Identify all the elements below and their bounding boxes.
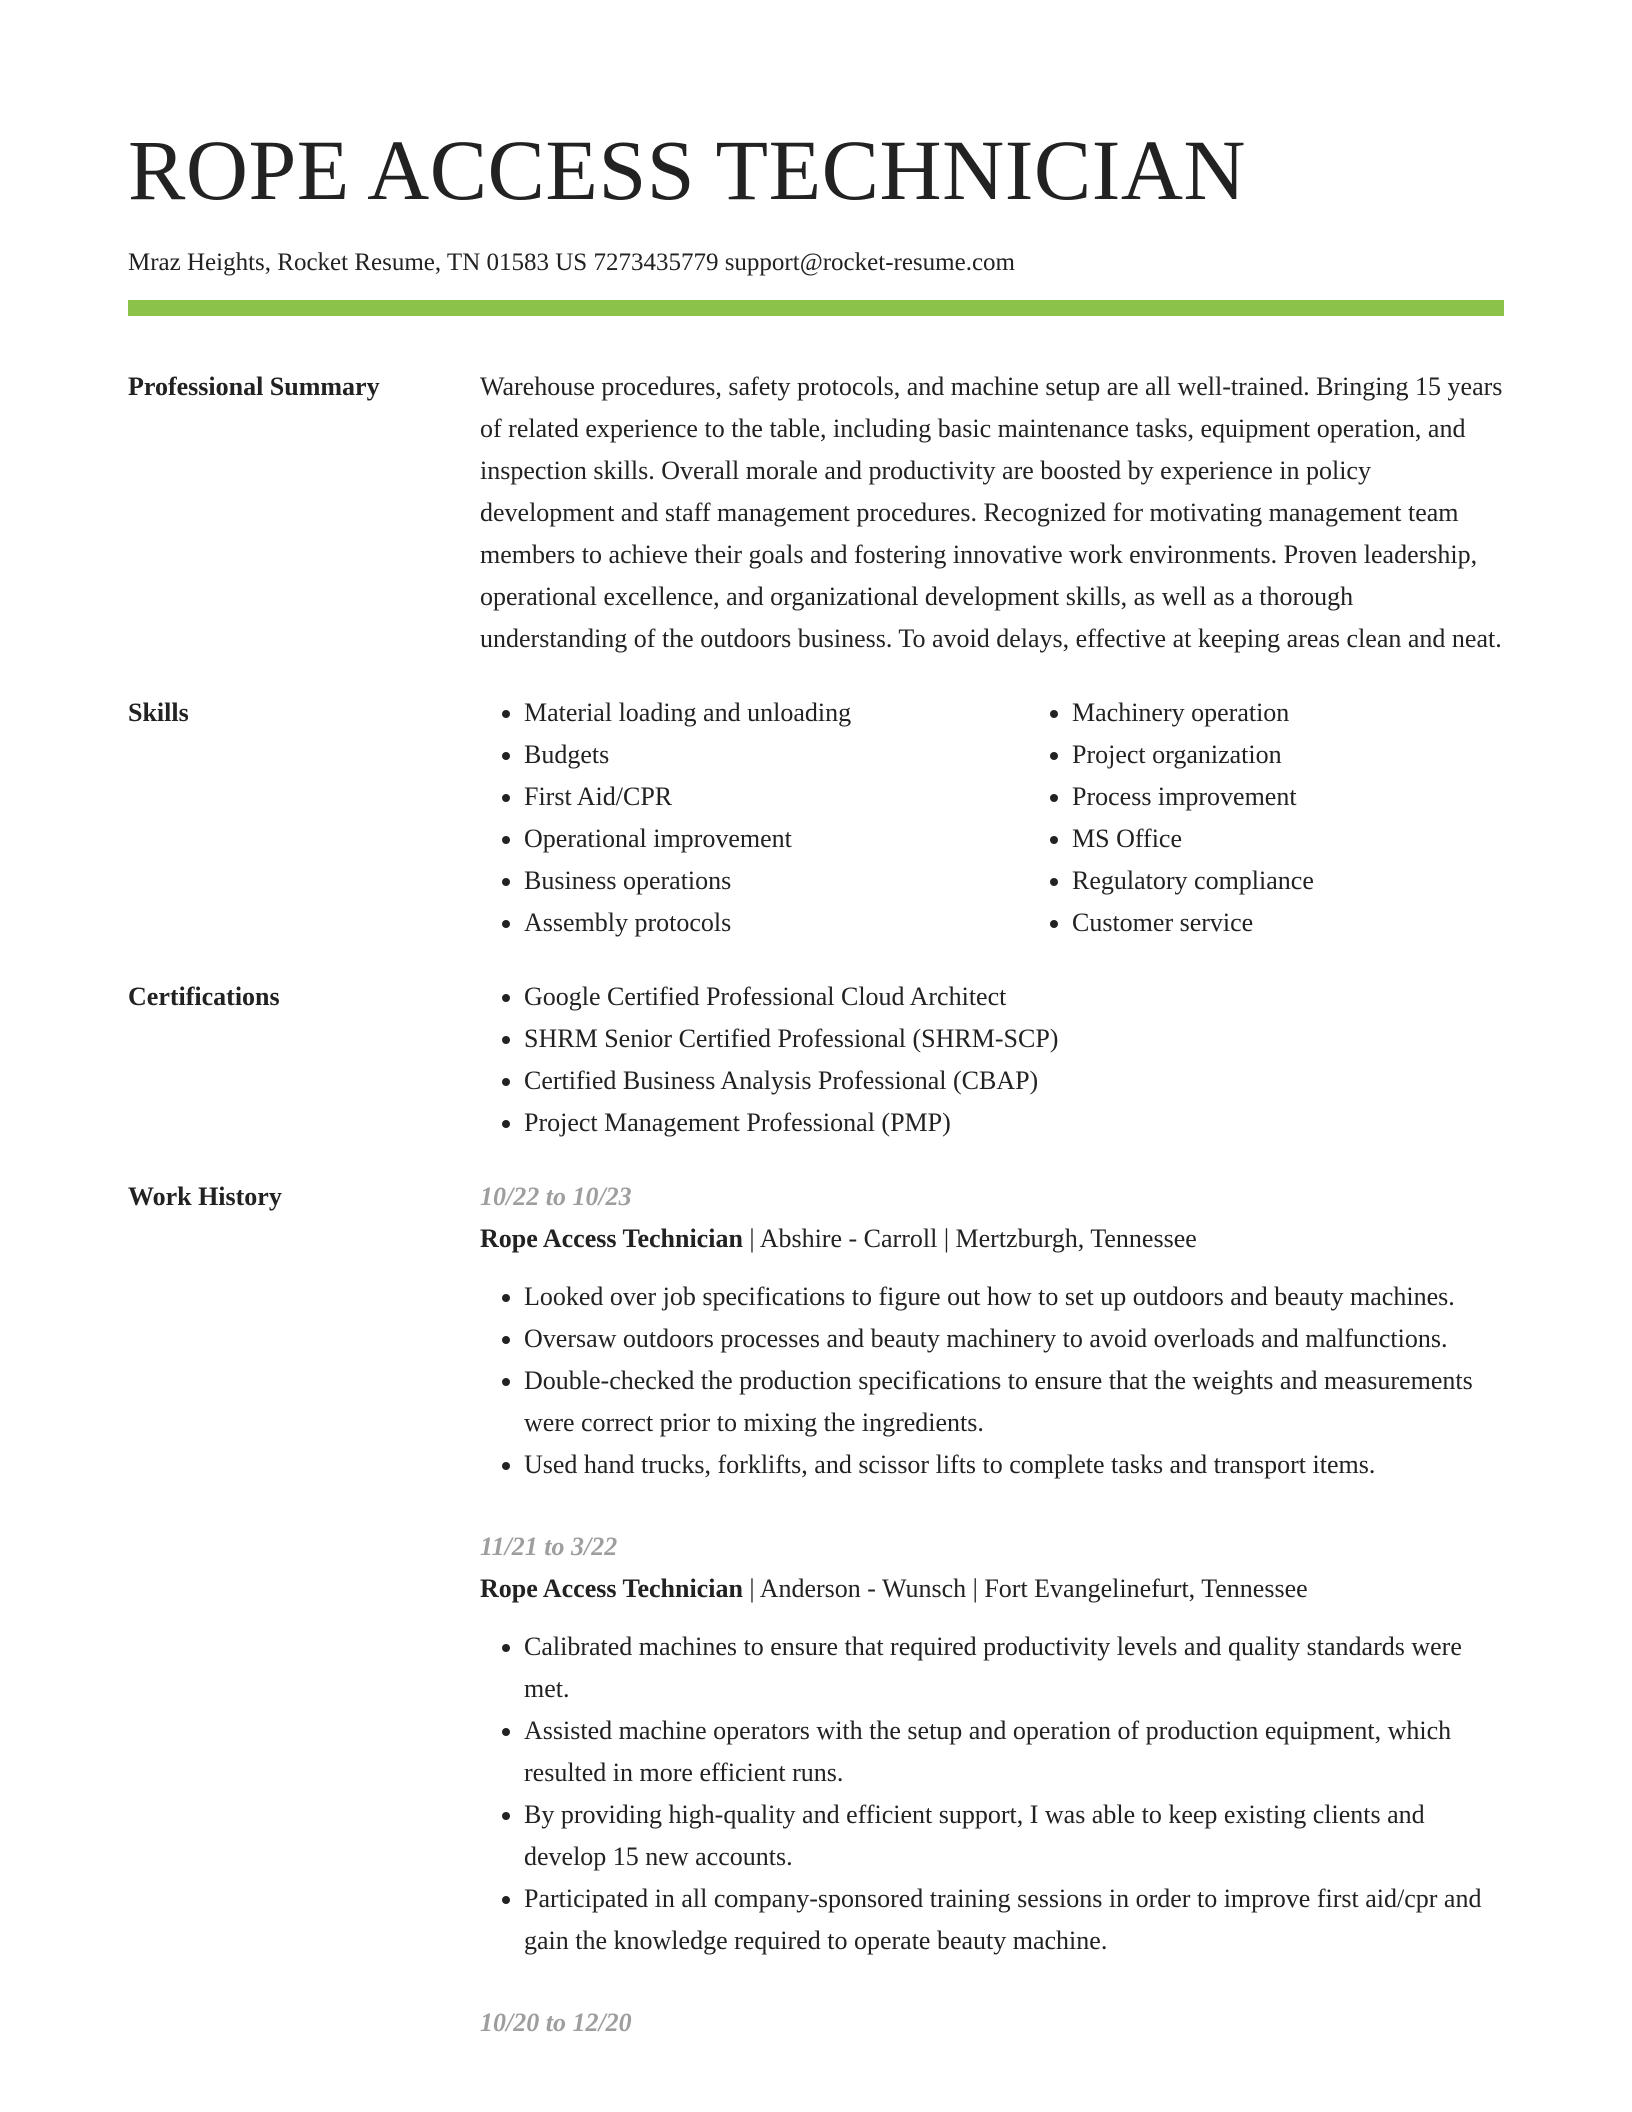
job-title-line [480,1218,1504,1260]
skill-item: • Assembly protocols [524,902,1028,944]
skills-label: Skills [128,698,189,727]
skill-item: • Regulatory compliance [1072,860,1576,902]
skills-list-left [480,692,1028,944]
skills-list-right [1028,692,1576,944]
skill-item: • Material loading and unloading [524,692,1028,734]
work-history-section [128,1176,1504,2084]
job-bullet: • Oversaw outdoors processes and beauty machinery to avoid overloads and malfunctions. [524,1318,1504,1360]
header-divider [128,300,1504,316]
job-title: Rope Access Technician [480,1224,743,1253]
work-history-label: Work History [128,1182,282,1211]
skill-item: • MS Office [1072,818,1576,860]
skill-item: • Budgets [524,734,1028,776]
skill-item: • First Aid/CPR [524,776,1028,818]
skill-item: • Business operations [524,860,1028,902]
work-history-body [480,1176,1504,2084]
skills-columns [480,692,1576,944]
job-dates: 10/22 to 10/23 [480,1182,632,1211]
certifications-body [480,976,1504,1144]
resume-name: ROPE ACCESS TECHNICIAN [128,122,1247,218]
certification-item: • Project Management Professional (PMP) [524,1102,1504,1144]
job-bullets [480,1626,1504,1962]
certification-item: • Google Certified Professional Cloud Architect [524,976,1504,1018]
certifications-list [480,976,1504,1144]
certifications-section [128,976,1504,1144]
skill-item: • Operational improvement [524,818,1028,860]
summary-text: Warehouse procedures, safety protocols, and machine setup are all well-trained. Bringing 15 years of related experience to the table, including basic maintenance tasks, equipment operation, and inspection skills. Overall morale and productivity are boosted by experience in policy development and staff management procedures. Recognized for motivating management team members to achieve their goals and fostering innovative work environments. Proven leadership, operational excellence, and organizational development skills, as well as a thorough understanding of the outdoors business. To avoid delays, effective at keeping areas clean and neat. [480,372,1503,653]
job-bullet: • Calibrated machines to ensure that required productivity levels and quality standards were met. [524,1626,1504,1710]
summary-section [128,366,1504,660]
job-bullet: • Participated in all company-sponsored training sessions in order to improve first aid/cpr and gain the knowledge required to operate beauty machine. [524,1878,1504,1962]
skill-item: • Process improvement [1072,776,1576,818]
skill-item: • Machinery operation [1072,692,1576,734]
job-bullet: • Assisted machine operators with the setup and operation of production equipment, which resulted in more efficient runs. [524,1710,1504,1794]
job-entry [480,2002,1504,2044]
job-title: Rope Access Technician [480,1574,743,1603]
job-title-line [480,1568,1504,1610]
skill-item: • Project organization [1072,734,1576,776]
job-employer-location: | Abshire - Carroll | Mertzburgh, Tennessee [742,1224,1197,1253]
resume-page [128,0,1504,2084]
job-entry [480,1176,1504,1486]
certification-item: • SHRM Senior Certified Professional (SHRM-SCP) [524,1018,1504,1060]
contact-info: Mraz Heights, Rocket Resume, TN 01583 US 7273435779 support@rocket-resume.com [128,249,1015,276]
job-bullet: • Used hand trucks, forklifts, and scissor lifts to complete tasks and transport items. [524,1444,1504,1486]
summary-label: Professional Summary [128,372,380,401]
job-bullet: • Double-checked the production specifications to ensure that the weights and measurements were correct prior to mixing the ingredients. [524,1360,1504,1444]
job-bullet: • By providing high-quality and efficient support, I was able to keep existing clients and develop 15 new accounts. [524,1794,1504,1878]
job-bullets [480,1276,1504,1486]
job-entry [480,1526,1504,1962]
certification-item: • Certified Business Analysis Professional (CBAP) [524,1060,1504,1102]
job-dates: 10/20 to 12/20 [480,2008,632,2037]
job-dates: 11/21 to 3/22 [480,1532,618,1561]
job-bullet: • Looked over job specifications to figure out how to set up outdoors and beauty machines. [524,1276,1504,1318]
skills-section [128,692,1504,944]
skill-item: • Customer service [1072,902,1576,944]
job-employer-location: | Anderson - Wunsch | Fort Evangelinefurt, Tennessee [742,1574,1308,1603]
certifications-label: Certifications [128,982,280,1011]
